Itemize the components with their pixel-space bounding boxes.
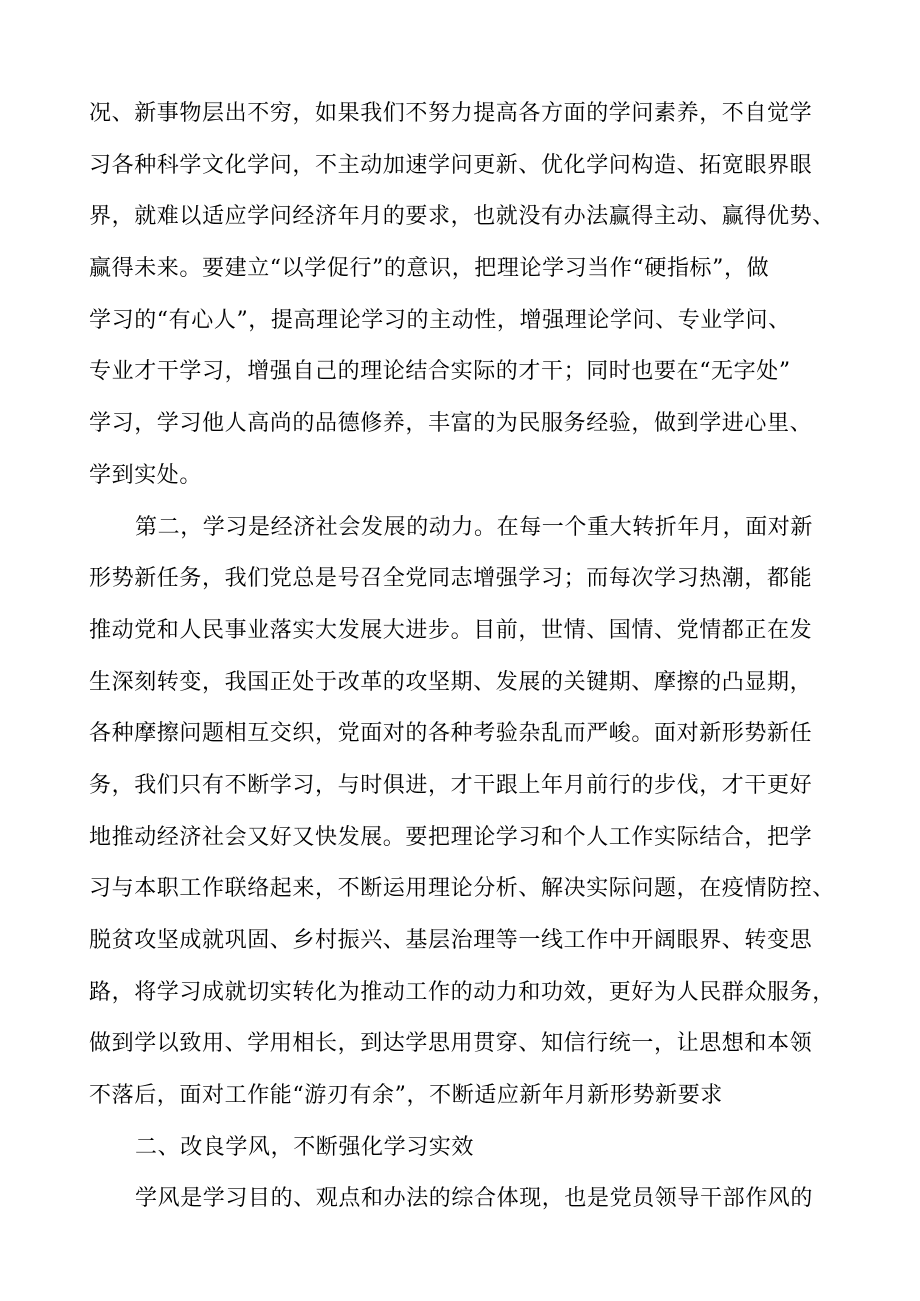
text-line: 况、新事物层出不穷，如果我们不努力提高各方面的学问素养，不自觉学	[89, 101, 813, 126]
text-line: 各种摩擦问题相互交织，党面对的各种考验杂乱而严峻。面对新形势新任	[89, 721, 813, 747]
text-line: 不落后，面对工作能“游刃有余”，不断适应新年月新形势新要求	[89, 1083, 723, 1109]
text-line: 脱贫攻坚成就巩固、乡村振兴、基层治理等一线工作中开阔眼界、转变思	[89, 928, 813, 953]
text-line: 习与本职工作联络起来，不断运用理论分析、解决实际问题，在疫情防控、	[89, 876, 835, 902]
paragraph	[89, 502, 849, 1122]
document-body	[89, 88, 849, 1225]
text-line: 习各种科学文化学问，不主动加速学问更新、优化学问构造、拓宽眼界眼	[89, 152, 813, 178]
text-line: 学习的“有心人”，提高理论学习的主动性，增强理论学问、专业学问、	[89, 307, 791, 333]
text-line: 第二，学习是经济社会发展的动力。在每一个重大转折年月，面对新	[135, 514, 814, 540]
text-line: 做到学以致用、学用相长，到达学思用贯穿、知信行统一，让思想和本领	[89, 1031, 813, 1057]
text-line: 学习，学习他人高尚的品德修养，丰富的为民服务经验，做到学进心里、	[89, 411, 813, 437]
text-line: 生深刻转变，我国正处于改革的攻坚期、发展的关键期、摩擦的凸显期，	[89, 669, 813, 695]
text-line: 务，我们只有不断学习，与时俱进，才干跟上年月前行的步伐，才干更好	[89, 772, 813, 798]
text-line: 形势新任务，我们党总是号召全党同志增强学习；而每次学习热潮，都能	[89, 566, 813, 592]
text-line: 路，将学习成就切实转化为推动工作的动力和功效，更好为人民群众服务，	[89, 979, 835, 1005]
text-line: 学到实处。	[89, 462, 203, 488]
text-line: 推动党和人民事业落实大发展大进步。目前，世情、国情、党情都正在发	[89, 617, 813, 643]
text-line: 学风是学习目的、观点和办法的综合体现，也是党员领导干部作风的	[135, 1186, 814, 1212]
text-line: 专业才干学习，增强自己的理论结合实际的才干；同时也要在“无字处”	[89, 359, 791, 385]
text-line: 界，就难以适应学问经济年月的要求，也就没有办法赢得主动、赢得优势、	[89, 204, 835, 230]
text-line: 赢得未来。要建立“以学促行”的意识，把理论学习当作“硬指标”，做	[89, 256, 770, 282]
paragraph	[89, 88, 849, 502]
text-line: 地推动经济社会又好又快发展。要把理论学习和个人工作实际结合，把学	[89, 824, 813, 850]
paragraph	[89, 1122, 849, 1174]
text-line: 二、改良学风，不断强化学习实效	[135, 1134, 475, 1160]
paragraph	[89, 1173, 849, 1225]
